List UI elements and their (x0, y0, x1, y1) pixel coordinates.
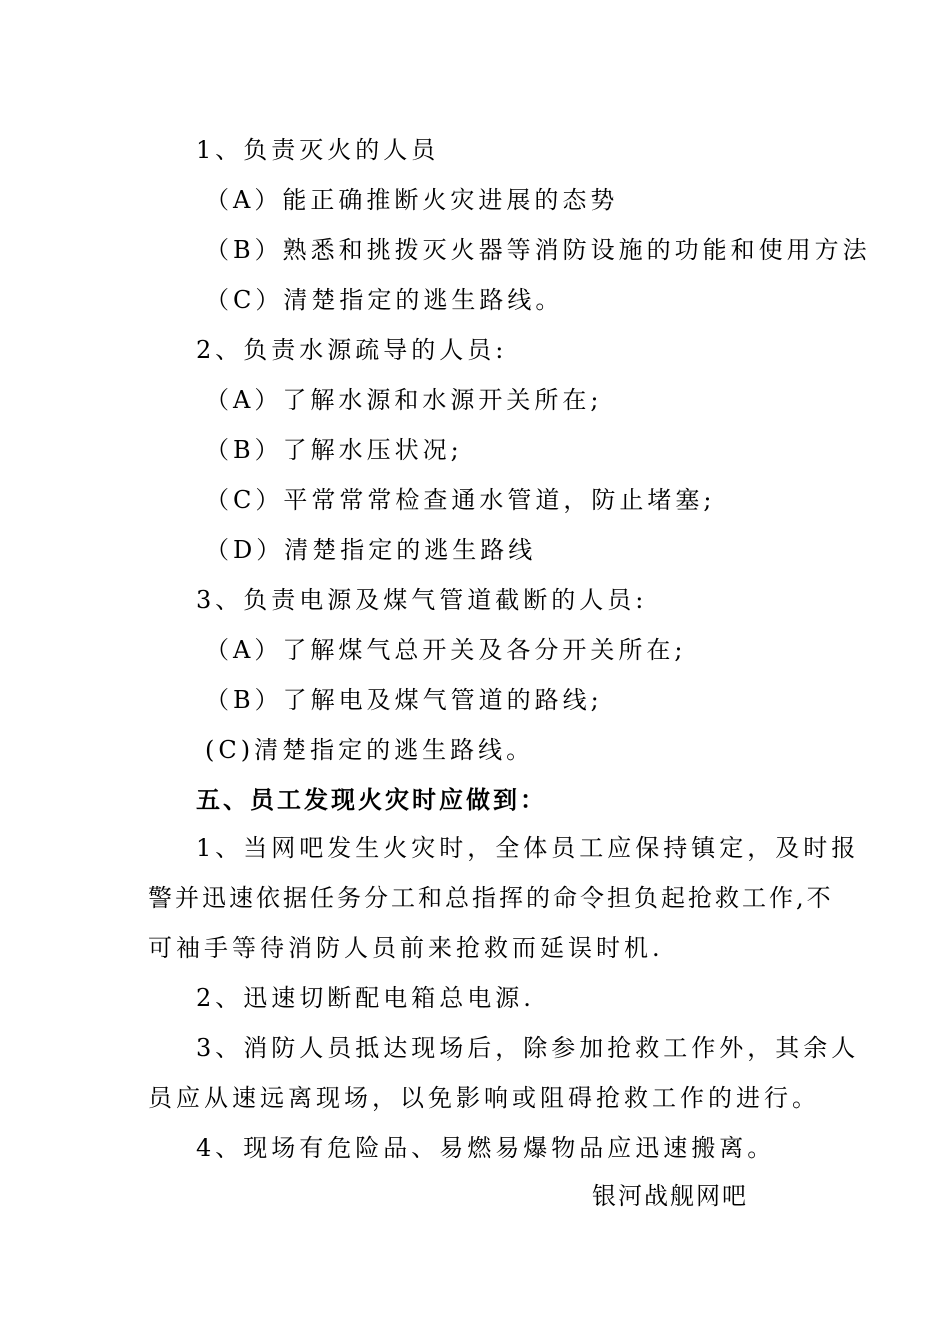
section-five-p1-line1: 1、当网吧发生火灾时，全体员工应保持镇定，及时报 (196, 834, 860, 862)
fire-role-item-a: （A）能正确推断火灾进展的态势 (205, 186, 619, 214)
section-five-p1-line3: 可袖手等待消防人员前来抢救而延误时机. (148, 934, 664, 962)
power-role-item-c: (C)清楚指定的逃生路线。 (205, 736, 535, 764)
power-role-heading: 3、负责电源及煤气管道截断的人员: (196, 586, 648, 614)
water-role-heading: 2、负责水源疏导的人员: (196, 336, 508, 364)
section-five-p1-line2: 警并迅速依据任务分工和总指挥的命令担负起抢救工作,不 (148, 884, 834, 912)
power-role-item-b: （B）了解电及煤气管道的路线; (205, 686, 603, 714)
fire-role-item-b: （B）熟悉和挑拨灭火器等消防设施的功能和使用方法 (205, 236, 871, 264)
power-role-item-a: （A）了解煤气总开关及各分开关所在; (205, 636, 687, 664)
section-five-p2: 2、迅速切断配电箱总电源. (196, 984, 535, 1012)
water-role-item-b: （B）了解水压状况; (205, 436, 463, 464)
section-five-p3-line2: 员应从速远离现场，以免影响或阻碍抢救工作的进行。 (148, 1084, 820, 1112)
fire-role-item-c: （C）清楚指定的逃生路线。 (205, 286, 564, 314)
signature: 银河战舰网吧 (592, 1182, 748, 1210)
water-role-item-c: （C）平常常常检查通水管道，防止堵塞; (205, 486, 716, 514)
section-five-p4: 4、现场有危险品、易燃易爆物品应迅速搬离。 (196, 1134, 776, 1162)
section-five-p3-line1: 3、消防人员抵达现场后，除参加抢救工作外，其余人 (196, 1034, 860, 1062)
section-five-title: 五、员工发现火灾时应做到： (196, 785, 547, 814)
water-role-item-a: （A）了解水源和水源开关所在; (205, 386, 603, 414)
water-role-item-d: （D）清楚指定的逃生路线 (205, 536, 537, 564)
fire-role-heading: 1、负责灭火的人员 (196, 136, 440, 164)
